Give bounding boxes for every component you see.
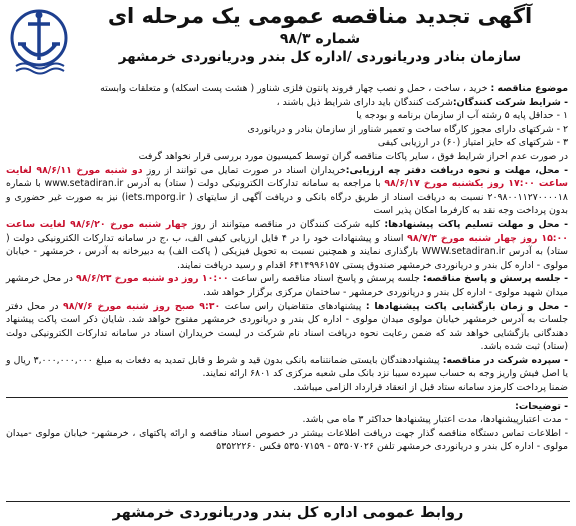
- conditions-paragraph: [6, 96, 568, 110]
- opening-label: - محل و زمان بازگشایی پاکت پیشنهادها :: [365, 300, 568, 312]
- notice-number: شماره ۹۸/۳: [279, 31, 361, 47]
- receive-text-b: با مراجعه به سامانه تدارکات الکترونیکی دولت ( ستاد) به آدرس www.setadiran.ir با شماره ۲۰۹۸۰۰۱۱۲۷۰۰۰۰۱۸ نسبت به دریافت اسناد از طریق درگاه بانکی و دریافت آگهی از سایتهای ( iets.mporg.ir) نیز به صورت غیر حضوری و بدون پرداخت وجه نقد به کارفرما امکان پذیر است: [6, 178, 568, 217]
- notice-body: [6, 82, 568, 454]
- meeting-text-b: در محل خرمشهر میدان شهید مولوی - اداره کل بندر و دریانوردی خرمشهر - ساختمان مرکزی برگزار خواهد شد.: [6, 273, 568, 298]
- receive-dates: دو شنبه مورخ ۹۸/۶/۱۱ لغایت ساعت ۱۷:۰۰ روز یکشنبه مورخ ۹۸/۶/۱۷: [6, 164, 568, 190]
- subject-text: خرید ، ساخت ، حمل و نصب چهار فروند پانتون فلزی شناور ( هشت پست اسکله) و متعلقات وابسته: [100, 83, 491, 94]
- conditions-text: شرکت کنندگان باید دارای شرایط ذیل باشند ،: [276, 96, 453, 108]
- guarantee-paragraph: [6, 354, 568, 381]
- deadline-paragraph: [6, 218, 568, 272]
- notice-title: آگهی تجدید مناقصه عمومی یک مرحله ای: [107, 4, 533, 28]
- condition-2: ۲ - شرکتهای دارای مجوز کارگاه ساخت و تعمیر شناور از سازمان بنادر و دریانوردی: [247, 123, 568, 135]
- note-2: - اطلاعات تماس دستگاه مناقصه گذار جهت دریافت اطلاعات بیشتر در خصوص اسناد مناقصه و ارائه پاکتهای ، خرمشهر- خیابان مولوی -میدان مولوی - اداره کل بندر و دریانوردی خرمشهر تلفن ۵۳۵۰۷۰۲۶ - ۵۳۵۰۷۱۵۹ فکس ۵۳۵۲۲۲۶۰: [6, 427, 568, 453]
- opening-date: ۹:۳۰ صبح روز شنبه مورخ ۹۸/۷/۶: [63, 300, 221, 312]
- guarantee-text: پیشنهاددهندگان بایستی ضمانتنامه بانکی بدون قید و شرط و قابل تمدید به دفعات به مبلغ ۳,۰۰۰,۰۰۰,۰۰۰ ریال و یا اصل فیش واریز وجه به حساب سپرده سیبا نزد بانک ملی شعبه مرکزی کد ۶۸۰۱ ارائه نمایند.: [6, 354, 568, 380]
- deadline-text-a: کلیه شرکت کنندگان در مناقصه میتوانند از روز: [187, 218, 385, 230]
- fee-line: ضمنا پرداخت کارمزد سامانه ستاد قبل از انعقاد قرارداد الزامی میباشد.: [293, 382, 568, 394]
- condition-3: ۳ - شرکتهای که حایز امتیاز (۶۰) در ارزیابی کیفی: [377, 137, 568, 149]
- meeting-date: ۱۰:۰۰ روز دو شنبه مورخ ۹۸/۶/۲۳: [75, 273, 229, 285]
- divider: [6, 397, 568, 398]
- receive-text-a: خریداران اسناد در صورت تمایل می توانند از روز: [142, 164, 346, 176]
- opening-text-a: پیشنهادهای متقاضیان راس ساعت: [220, 300, 366, 312]
- meeting-label: - جلسه پرسش و پاسخ مناقصه:: [422, 273, 568, 285]
- receive-paragraph: [6, 164, 568, 218]
- deadline-text-b: اسناد و پیشنهادات خود را در ۴ فایل ارزیابی کیفی الف، ب ،ج در سامانه تدارکات الکترونیکی دولت ( ستاد) به آدرس WWW.setadiran.ir بارگذاری نمایند و همچنین نسبت به تحویل فیزیکی ( پاکت الف) به دبیرخانه به آدرس ، خرمشهر - خیابان مولوی - اداره کل بندر و دریانوردی خرمشهر صندوق پستی ۶۴۱۴۹۹۶۱۵۷ اقدام و رسید دریافت نمایند.: [6, 232, 569, 271]
- condition-1: ۱ - حداقل پایه ۵ رشته آب از سازمان برنامه و بودجه یا: [356, 110, 568, 122]
- header: [70, 2, 570, 66]
- receive-label: - محل، مهلت و نحوه دریافت دفتر چه ارزیابی:: [345, 164, 569, 176]
- subject-paragraph: [6, 82, 568, 96]
- meeting-paragraph: [6, 272, 568, 299]
- port-anchor-logo-icon: [8, 4, 70, 76]
- deadline-dates: چهار شنبه مورخ ۹۸/۶/۲۰ لغایت ساعت ۱۵:۰۰ روز چهار شنبه مورخ ۹۸/۷/۳: [6, 218, 568, 244]
- deadline-label: - محل و مهلت تسلیم پاکت پیشنهادها:: [384, 218, 568, 230]
- guarantee-label: - سپرده شرکت در مناقصه:: [442, 354, 568, 366]
- notes-label: - توضیحات:: [515, 400, 568, 412]
- meeting-text-a: جلسه پرسش و پاسخ اسناد مناقصه راس ساعت: [228, 273, 423, 285]
- conditions-label: - شرایط شرکت کنندگان:: [452, 96, 568, 108]
- organization-name: سازمان بنادر ودریانوردی /اداره کل بندر ودریانوردی خرمشهر: [118, 49, 522, 65]
- note-1: - مدت اعتبارپیشنهادها، مدت اعتبار پیشنهادها حداکثر ۳ ماه می باشد.: [302, 414, 568, 426]
- opening-paragraph: [6, 300, 568, 354]
- conditions-note: در صورت عدم احراز شرایط فوق ، سایر پاکات مناقصه گران توسط کمیسیون مورد بررسی قرار نخواهد گرفت: [138, 150, 568, 162]
- opening-text-b: در محل دفتر جلسات به آدرس خرمشهر خیابان مولوی میدان مولوی - اداره کل بندر و دریانوردی خرمشهر مفتوح خواهد شد. شایان ذکر است پاکت پیشنهاد دهندگانی بازگشایی خواهد شد که ضمن رعایت نحوه دریافت اسناد نام شرکت در لیست خریداران اسناد در سامانه تدارکات الکترونیکی دولت (ستاد) ثبت شده باشد.: [6, 300, 568, 353]
- footer-public-relations: روابط عمومی اداره کل بندر ودریانوردی خرمشهر: [6, 501, 570, 524]
- subject-label: موضوع مناقصه :: [490, 83, 568, 94]
